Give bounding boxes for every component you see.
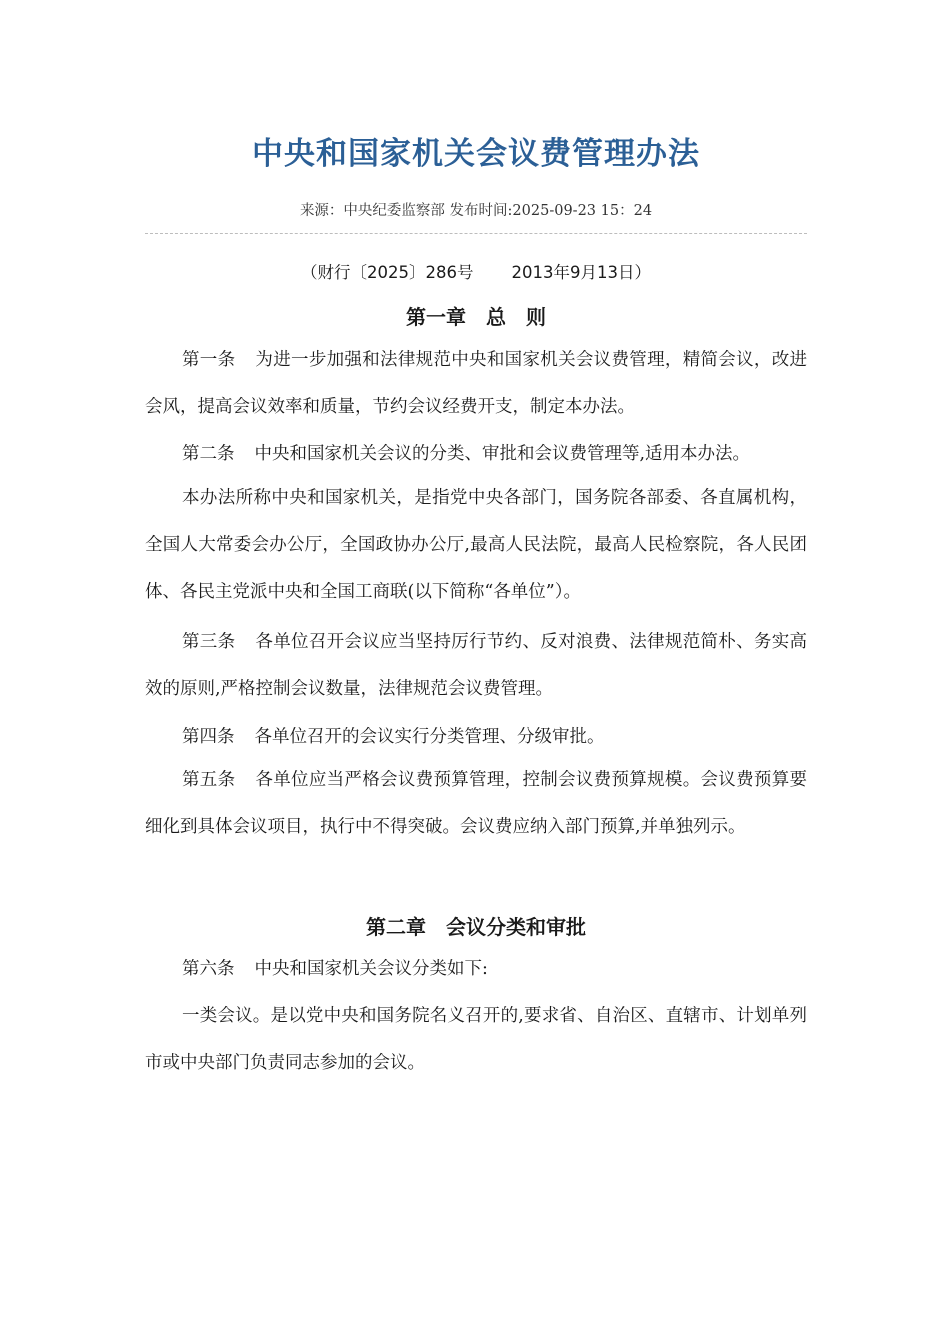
article-text: 中央和国家机关会议的分类、审批和会议费管理等,适用本办法。 [254, 444, 751, 464]
document-date: 2013年9月13日） [511, 263, 651, 282]
article-label: 第三条 [182, 632, 236, 652]
article-label: 第六条 [182, 959, 235, 979]
source-publish-info: 来源：中央纪委监察部 发布时间:2025-09-23 15：24 [299, 203, 653, 219]
article-text: 本办法所称中央和国家机关，是指党中央各部门，国务院各部委、各直属机构，全国人大常委会办公厅，全国政协办公厅,最高人民法院，最高人民检察院，各人民团体、各民主党派中央和全国工商联(以下简称“各单位”）。 [145, 488, 807, 602]
article-label: 第五条 [182, 770, 236, 790]
article-paragraph [145, 619, 807, 713]
article-paragraph [145, 337, 807, 431]
chapter-heading: 第二章 会议分类和审批 [366, 915, 586, 939]
document-title: 中央和国家机关会议费管理办法 [252, 136, 700, 172]
article-text: 各单位召开会议应当坚持厉行节约、反对浪费、法律规范简朴、务实高效的原则,严格控制会议数量，法律规范会议费管理。 [145, 632, 808, 699]
article-label: 第二条 [182, 444, 235, 464]
article-text: 各单位召开的会议实行分类管理、分级审批。 [254, 727, 605, 747]
article-text: 中央和国家机关会议分类如下: [254, 959, 488, 979]
article-paragraph [145, 714, 807, 761]
article-text: 为进一步加强和法律规范中央和国家机关会议费管理，精简会议，改进会风，提高会议效率和质量，节约会议经费开支，制定本办法。 [145, 350, 808, 417]
article-paragraph [145, 475, 807, 616]
article-paragraph [145, 993, 807, 1087]
article-paragraph [145, 757, 807, 851]
article-label: 第一条 [182, 350, 236, 370]
article-label: 第四条 [182, 727, 235, 747]
document-number: （财行〔2025〕286号 [301, 263, 474, 282]
article-paragraph [145, 946, 807, 993]
chapter-heading: 第一章 总 则 [406, 305, 546, 329]
dashed-divider [145, 233, 807, 234]
article-text: 一类会议。是以党中央和国务院名义召开的,要求省、自治区、直辖市、计划单列市或中央部门负责同志参加的会议。 [145, 1006, 807, 1073]
document-number-line [145, 259, 807, 283]
article-text: 各单位应当严格会议费预算管理，控制会议费预算规模。会议费预算要细化到具体会议项目，执行中不得突破。会议费应纳入部门预算,并单独列示。 [145, 770, 808, 837]
article-paragraph [145, 431, 807, 478]
